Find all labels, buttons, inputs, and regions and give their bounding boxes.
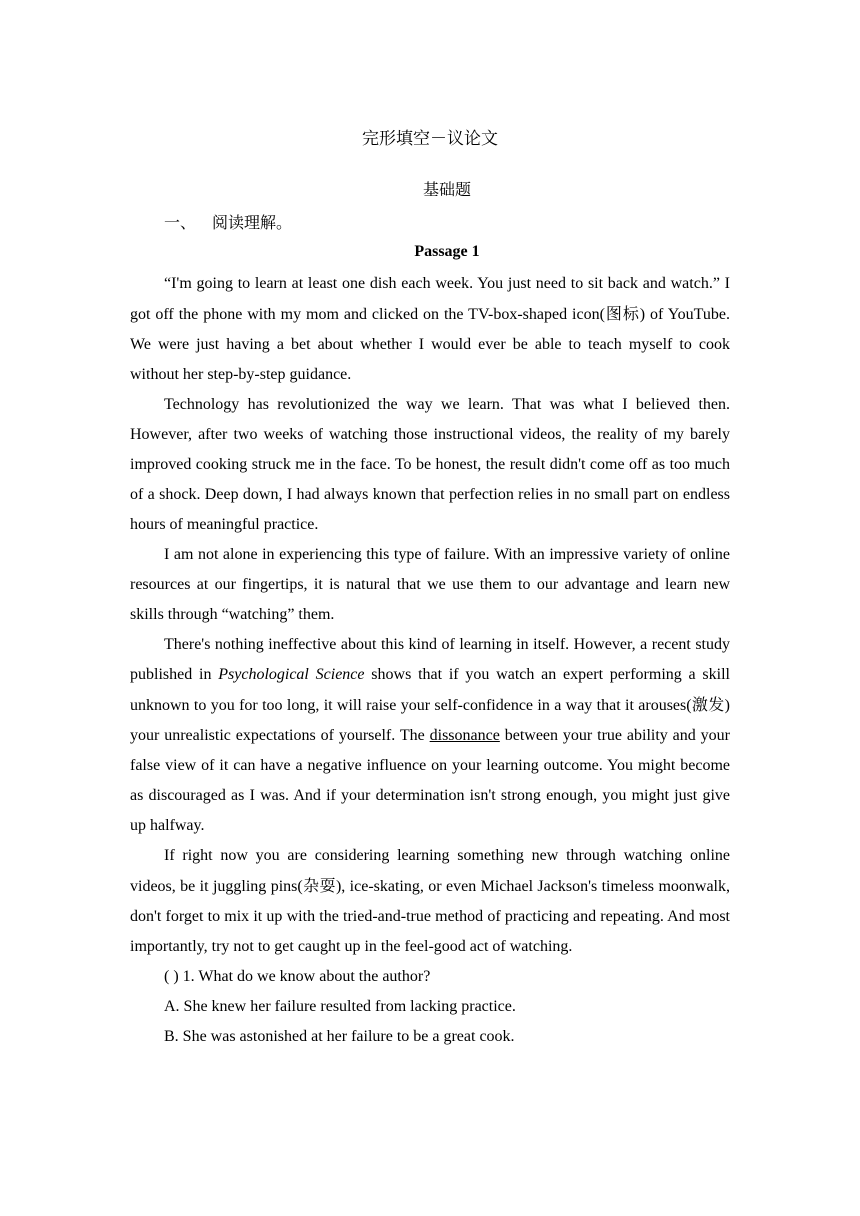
passage-body [130,269,730,1052]
paragraph-2: Technology has revolutionized the way we learn. That was what I believed then. However, after two weeks of watching those instructional videos, the reality of my barely improved cooking struck me in the face. To be honest, the result didn't come off as too much of a shock. Deep down, I had always known that perfection relies in no small part on endless hours of meaningful practice. [130,396,730,533]
paragraph-text: There's nothing ineffective about this kind of learning in itself. However, a recent study published in [130,636,730,683]
paragraph-5 [130,841,730,962]
paragraph-text: shows that if you watch an expert performing a skill unknown to you for too long, it will raise your self-confidence in a way that it arouses( [130,666,730,714]
document-title: 完形填空－议论文 [362,129,498,149]
gloss-text: 图标 [604,304,640,323]
gloss-text: 杂耍 [302,876,336,895]
paragraph-text: ), ice-skating, or even Michael Jackson's timeless moonwalk, don't forget to mix it up with the tried-and-true method of practicing and repeating. And most importantly, try not to get caught up in the feel-good act of watching. [130,878,730,955]
journal-name: Psychological Science [218,666,365,683]
paragraph-text: ) your unrealistic expectations of yourself. The [130,697,730,744]
paragraph-text: between your true ability and your false view of it can have a negative influence on your learning outcome. You might become as discouraged as I was. And if your determination isn't strong enough, you might just give up halfway. [130,727,730,834]
underlined-word: dissonance [429,727,500,744]
paragraph-3: I am not alone in experiencing this type of failure. With an impressive variety of online resources at our fingertips, it is natural that we use them to our advantage and learn new skills through “watching” them. [130,546,730,623]
section-heading [164,210,292,233]
passage-title: Passage 1 [414,243,480,260]
paragraph-text: If right now you are considering learning something new through watching online videos, be it juggling pins( [130,847,730,895]
section-label: 阅读理解。 [212,213,293,232]
option-b: B. She was astonished at her failure to be a great cook. [164,1028,515,1045]
paragraph-text: “I'm going to learn at least one dish each week. You just need to sit back and watch.” I got off the phone with my mom and clicked on the TV-box-shaped icon( [130,275,730,323]
section-number: 一、 [164,213,197,232]
paragraph-4 [130,630,730,841]
paragraph-text: ) of YouTube. We were just having a bet about whether I would ever be able to teach myself to cook without her step-by-step guidance. [130,306,730,383]
gloss-text: 激发 [691,695,725,714]
question-stem: ( ) 1. What do we know about the author? [164,968,431,985]
document-subtitle: 基础题 [422,180,471,199]
option-a: A. She knew her failure resulted from lacking practice. [164,998,516,1015]
paragraph-1 [130,269,730,390]
